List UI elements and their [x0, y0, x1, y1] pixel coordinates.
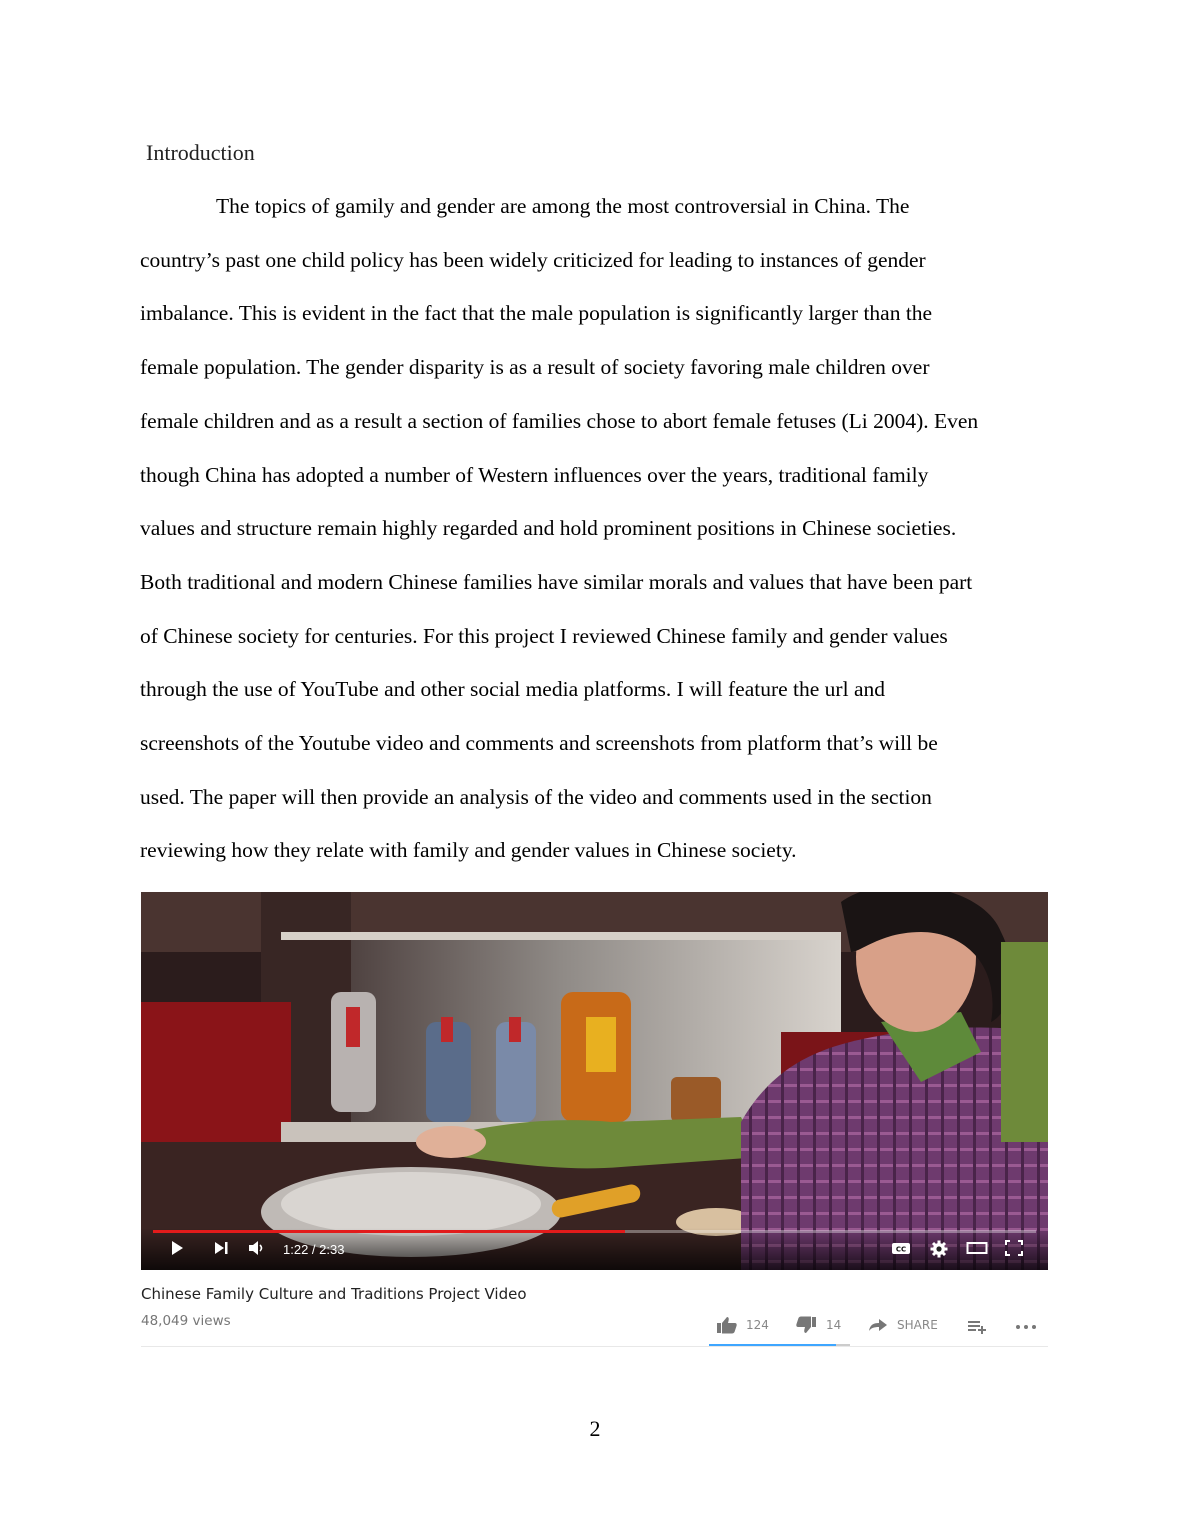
intro-paragraph [140, 180, 1055, 878]
thumbs-up-icon[interactable] [716, 1316, 738, 1334]
time-display: 1:22 / 2:33 [283, 1242, 345, 1257]
add-to-playlist-icon[interactable] [967, 1318, 987, 1334]
paragraph-line: though China has adopted a number of Western influences over the years, traditional family [140, 462, 929, 487]
page-number: 2 [589, 1416, 601, 1441]
player-controls [141, 1228, 1048, 1270]
paragraph-line: values and structure remain highly regarded and hold prominent positions in Chinese societies. [140, 516, 957, 541]
paragraph-line: imbalance. This is evident in the fact that the male population is significantly larger than the [140, 301, 933, 326]
paragraph-line: used. The paper will then provide an analysis of the video and comments used in the section [140, 784, 932, 809]
video-title[interactable]: Chinese Family Culture and Traditions Project Video [141, 1285, 527, 1303]
divider [141, 1346, 1048, 1347]
next-icon[interactable] [213, 1240, 229, 1256]
settings-icon[interactable] [930, 1240, 948, 1258]
paragraph-line: of Chinese society for centuries. For this project I reviewed Chinese family and gender values [140, 623, 948, 648]
paragraph-line: female children and as a result a section of families chose to abort female fetuses (Li 2004). Even [140, 408, 979, 433]
theater-icon[interactable] [966, 1240, 988, 1256]
more-icon[interactable] [1015, 1318, 1037, 1334]
like-count: 124 [746, 1318, 769, 1332]
thumbs-down-icon[interactable] [795, 1316, 817, 1334]
paragraph-line: Both traditional and modern Chinese families have similar morals and values that have been part [140, 569, 973, 594]
play-icon[interactable] [169, 1240, 185, 1256]
video-frame [141, 892, 1048, 1270]
captions-icon[interactable] [891, 1240, 911, 1256]
fullscreen-icon[interactable] [1005, 1240, 1023, 1256]
progress-fill [153, 1230, 625, 1233]
video-player[interactable] [141, 892, 1048, 1270]
view-count: 48,049 views [141, 1313, 231, 1329]
progress-bar[interactable] [153, 1230, 1036, 1233]
like-ratio-fill [709, 1344, 836, 1346]
paragraph-line: reviewing how they relate with family and gender values in Chinese society. [140, 838, 797, 863]
section-heading: Introduction [146, 140, 255, 165]
paragraph-line: through the use of YouTube and other social media platforms. I will feature the url and [140, 677, 885, 702]
share-icon[interactable] [868, 1317, 888, 1333]
paragraph-line: female population. The gender disparity is as a result of society favoring male children over [140, 355, 930, 380]
paragraph-line: screenshots of the Youtube video and comments and screenshots from platform that’s will be [140, 731, 938, 756]
like-ratio-bar [709, 1344, 850, 1346]
paragraph-line: country’s past one child policy has been widely criticized for leading to instances of gender [140, 247, 926, 272]
paragraph-line: The topics of gamily and gender are among the most controversial in China. The [216, 194, 910, 218]
volume-icon[interactable] [248, 1240, 266, 1256]
dislike-count: 14 [826, 1318, 842, 1332]
share-button[interactable]: SHARE [897, 1318, 938, 1332]
svg-text:CC: CC [895, 1245, 907, 1254]
